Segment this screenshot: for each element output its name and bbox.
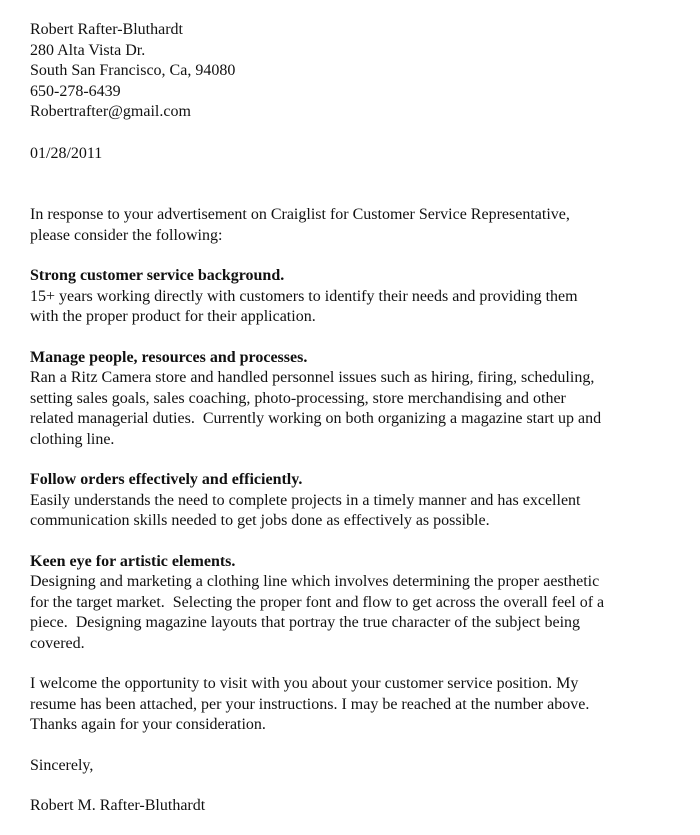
- section-line: Ran a Ritz Camera store and handled personnel issues such as hiring, firing, scheduling,: [30, 369, 595, 386]
- section-line: covered.: [30, 634, 85, 652]
- letter-date: [30, 144, 690, 165]
- section-heading: Strong customer service background.: [30, 267, 285, 284]
- sender-city: South San Francisco, Ca, 94080: [30, 62, 236, 79]
- section-line: Designing and marketing a clothing line which involves determining the proper aesthetic: [30, 573, 600, 590]
- sender-block: [30, 20, 690, 123]
- section-line: communication skills needed to get jobs done as effectively as possible.: [30, 512, 490, 529]
- section-management: [30, 348, 690, 451]
- section-line: piece. Designing magazine layouts that portray the true character of the subject being: [30, 614, 581, 631]
- letter-page: [30, 20, 690, 817]
- section-customer-service: [30, 266, 690, 328]
- section-line: Easily understands the need to complete projects in a timely manner and has excellent: [30, 491, 581, 509]
- sender-phone: 650-278-6439: [30, 82, 121, 100]
- section-line: 15+ years working directly with customers to identify their needs and providing them: [30, 287, 578, 305]
- sender-address: 280 Alta Vista Dr.: [30, 41, 146, 59]
- intro-paragraph: [30, 205, 690, 246]
- signature: [30, 796, 690, 817]
- sender-email: Robertrafter@gmail.com: [30, 103, 191, 120]
- section-line: related managerial duties. Currently working on both organizing a magazine start up and: [30, 410, 602, 427]
- signoff-text: Sincerely,: [30, 756, 94, 774]
- section-follow-orders: [30, 470, 690, 532]
- section-line: clothing line.: [30, 430, 115, 448]
- section-heading: Keen eye for artistic elements.: [30, 552, 236, 570]
- section-heading: Manage people, resources and processes.: [30, 348, 308, 366]
- closing-line: resume has been attached, per your instructions. I may be reached at the number above.: [30, 695, 590, 713]
- closing-line: Thanks again for your consideration.: [30, 716, 266, 733]
- section-line: setting sales goals, sales coaching, photo-processing, store merchandising and other: [30, 389, 566, 407]
- signoff: [30, 756, 690, 777]
- section-line: for the target market. Selecting the proper font and flow to get across the overall feel of a: [30, 593, 605, 611]
- section-heading: Follow orders effectively and efficiently.: [30, 471, 303, 488]
- intro-line: In response to your advertisement on Craiglist for Customer Service Representative,: [30, 206, 570, 223]
- closing-line: I welcome the opportunity to visit with you about your customer service position. My: [30, 675, 579, 692]
- closing-paragraph: [30, 674, 690, 736]
- intro-line: please consider the following:: [30, 226, 223, 244]
- signature-name: Robert M. Rafter-Bluthardt: [30, 797, 206, 814]
- section-line: with the proper product for their application.: [30, 308, 316, 325]
- section-artistic: [30, 552, 690, 655]
- date-text: 01/28/2011: [30, 144, 103, 162]
- sender-name: Robert Rafter-Bluthardt: [30, 21, 183, 38]
